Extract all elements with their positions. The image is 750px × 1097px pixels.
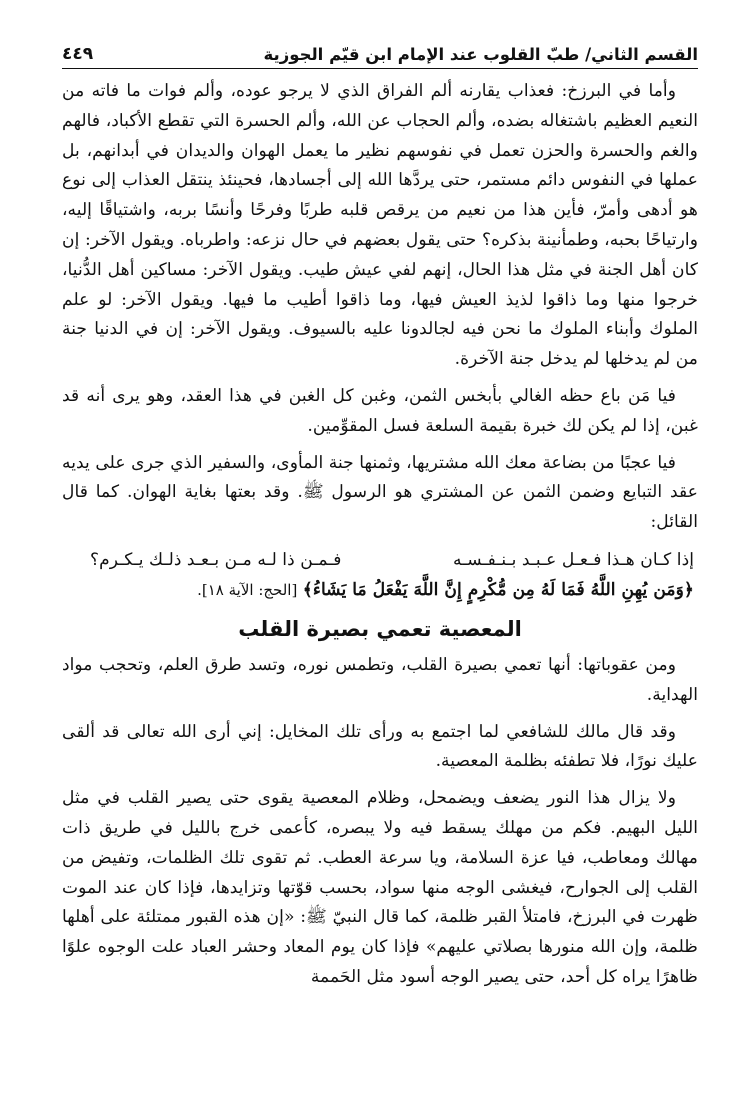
quran-verse: ﴿وَمَن يُهِنِ اللَّهُ فَمَا لَهُ مِن مُّكْرِمٍ إِنَّ اللَّهَ يَفْعَلُ مَا يَشَاءُ﴾ [302,579,694,600]
paragraph-malik-shafii: وقد قال مالك للشافعي لما اجتمع به ورأى تلك المخايل: إني أرى الله تعالى قد ألقى عليك نورًا، فلا تطفئه بظلمة المعصية. [62,721,698,772]
page-number: ٤٤٩ [62,44,94,64]
poem-hemistich-second: فـمـن ذا لـه مـن بـعـد ذلـك يـكـرم؟ [90,549,342,570]
paragraph-punishments: ومن عقوباتها: أنها تعمي بصيرة القلب، وتطمس نوره، وتسد طرق العلم، وتحجب مواد الهداية. [62,654,698,705]
verse-reference: [الحج: الآية ١٨]. [197,580,298,599]
paragraph-strange-goods: فيا عجبًا من بضاعة معك الله مشتريها، وثمنها جنة المأوى، والسفير الذي جرى على يديه عقد التبايع وضمن الثمن عن المشتري هو الرسول ﷺ. وقد بعتها بغاية الهوان. كما قال القائل: [62,452,698,533]
page-content [62,77,698,993]
book-page [62,30,698,1080]
poem-hemistich-first: إذا كـان هـذا فـعـل عـبـد بـنـفـسـه [453,549,694,570]
header-title: القسم الثاني/ طبّ القلوب عند الإمام ابن قيّم الجوزية [263,45,698,64]
poem-line [62,545,698,575]
running-header [62,30,698,69]
paragraph-darkness: ولا يزال هذا النور يضعف ويضمحل، وظلام المعصية يقوى حتى يصير القلب في مثل الليل البهيم. فكم من مهلك يسقط فيه ولا يبصره، كأعمى خرج بالليل في طريق ذات مهالك ومعاطب، فيا عزة السلامة، ويا سرعة العطب. ثم تقوى تلك الظلمات، وتفيض من القلب إلى الجوارح، فيغشى الوجه منها سواد، بحسب قوّتها وتزايدها، فإذا كان عند الموت ظهرت في البرزخ، فامتلأ القبر ظلمة، كما قال النبيّ ﷺ: «إن هذه القبور ممتلئة على أهلها ظلمة، وإن الله منورها بصلاتي عليهم» فإذا كان يوم المعاد وحشر العباد علت الوجوه علوًا ظاهرًا يراه كل أحد، حتى يصير الوجه أسود مثل الحَممة [62,788,698,987]
paragraph-barzakh: وأما في البرزخ: فعذاب يقارنه ألم الفراق الذي لا يرجو عوده، وألم فوات ما فاته من النعيم العظيم باشتغاله بضده، وألم الحجاب عن الله، وألم الحسرة التي تقطع الأكباد، فالهم والغم والحسرة والحزن تعمل في نفوسهم نظير ما يعمل الهوان والديدان في أبدانهم، بل عملها في النفوس دائم مستمر، حتى يردَّها الله إلى أجسادها، فحينئذ ينتقل العذاب إلى نوع هو أدهى وأمرّ، فأين هذا من نعيم من يرقص قلبه طربًا وفرحًا وأنسًا بربه، واشتياقًا إليه، وارتياحًا بحبه، وطمأنينة بذكره؟ حتى يقول بعضهم في حال نزعه: واطرباه. ويقول الآخر: إن كان أهل الجنة في مثل هذا الحال، إنهم لفي عيش طيب. ويقول الآخر: مساكين أهل الدُّنيا، خرجوا منها وما ذاقوا لذيذ العيش فيها، وما ذاقوا أطيب ما فيها. ويقول الآخر: لو علم الملوك وأبناء الملوك ما نحن فيه لجالدونا عليه بالسيوف. ويقول الآخر: إن في الدنيا جنة من لم يدخلها لم يدخل جنة الآخرة. [62,81,698,370]
section-heading: المعصية تعمي بصيرة القلب [238,616,522,641]
quran-verse-line [62,575,698,605]
paragraph-bad-bargain: فيا مَن باع حظه الغالي بأبخس الثمن، وغبن كل الغبن في هذا العقد، وهو يرى أنه قد غبن، إذا لم يكن لك خبرة بقيمة السلعة فسل المقوِّمين. [62,385,698,436]
